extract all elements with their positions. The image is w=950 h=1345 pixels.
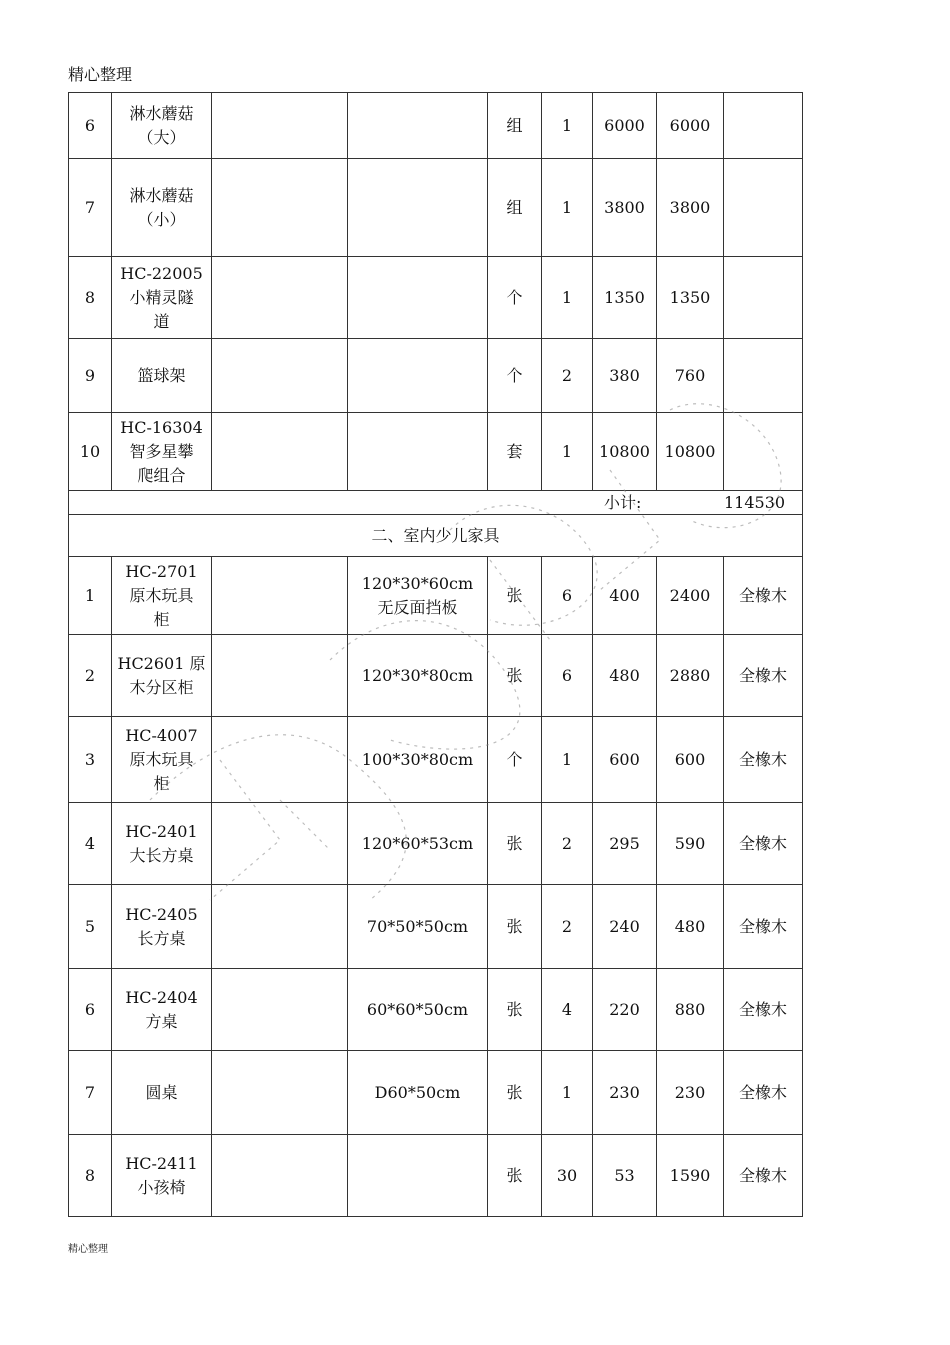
table-row xyxy=(69,257,803,339)
item-qty: 2 xyxy=(542,339,593,413)
item-qty: 1 xyxy=(542,413,593,491)
item-total: 590 xyxy=(657,803,724,885)
item-blank xyxy=(212,803,348,885)
item-material xyxy=(724,257,803,339)
item-blank xyxy=(212,159,348,257)
item-qty: 4 xyxy=(542,969,593,1051)
item-material xyxy=(724,159,803,257)
item-total: 1350 xyxy=(657,257,724,339)
item-total: 760 xyxy=(657,339,724,413)
item-price: 480 xyxy=(593,635,657,717)
item-spec: 70*50*50cm xyxy=(348,885,488,969)
item-unit: 张 xyxy=(488,1135,542,1217)
item-unit: 个 xyxy=(488,339,542,413)
item-price: 400 xyxy=(593,557,657,635)
item-total: 480 xyxy=(657,885,724,969)
page-footer: 精心整理 xyxy=(68,1244,108,1255)
item-total: 230 xyxy=(657,1051,724,1135)
item-number: 1 xyxy=(69,557,112,635)
item-name: HC-2405 长方桌 xyxy=(112,885,212,969)
item-total: 600 xyxy=(657,717,724,803)
item-name: 篮球架 xyxy=(112,339,212,413)
item-unit: 张 xyxy=(488,885,542,969)
item-blank xyxy=(212,339,348,413)
item-qty: 1 xyxy=(542,257,593,339)
item-blank xyxy=(212,557,348,635)
item-spec: 120*30*60cm 无反面挡板 xyxy=(348,557,488,635)
item-name: HC-4007 原木玩具 柜 xyxy=(112,717,212,803)
section-header-row xyxy=(69,515,803,557)
item-number: 6 xyxy=(69,93,112,159)
item-qty: 1 xyxy=(542,93,593,159)
item-material: 全橡木 xyxy=(724,885,803,969)
table-row xyxy=(69,803,803,885)
item-name: HC-2404 方桌 xyxy=(112,969,212,1051)
item-total: 880 xyxy=(657,969,724,1051)
item-price: 1350 xyxy=(593,257,657,339)
item-unit: 张 xyxy=(488,803,542,885)
item-material xyxy=(724,413,803,491)
table-row xyxy=(69,717,803,803)
item-material: 全橡木 xyxy=(724,717,803,803)
item-spec xyxy=(348,257,488,339)
item-total: 1590 xyxy=(657,1135,724,1217)
item-total: 3800 xyxy=(657,159,724,257)
item-spec xyxy=(348,93,488,159)
subtotal-label: 小计: xyxy=(604,492,642,512)
item-blank xyxy=(212,885,348,969)
item-material: 全橡木 xyxy=(724,803,803,885)
item-price: 6000 xyxy=(593,93,657,159)
item-spec xyxy=(348,339,488,413)
item-price: 53 xyxy=(593,1135,657,1217)
table-row xyxy=(69,413,803,491)
item-blank xyxy=(212,413,348,491)
item-number: 9 xyxy=(69,339,112,413)
item-spec xyxy=(348,413,488,491)
table-row xyxy=(69,1051,803,1135)
item-unit: 组 xyxy=(488,159,542,257)
item-number: 7 xyxy=(69,159,112,257)
item-spec xyxy=(348,1135,488,1217)
item-blank xyxy=(212,93,348,159)
item-total: 6000 xyxy=(657,93,724,159)
item-price: 220 xyxy=(593,969,657,1051)
item-total: 2400 xyxy=(657,557,724,635)
subtotal-row xyxy=(69,491,803,515)
item-name: HC-2701 原木玩具 柜 xyxy=(112,557,212,635)
item-number: 8 xyxy=(69,1135,112,1217)
page-header: 精心整理 xyxy=(68,65,133,84)
item-qty: 6 xyxy=(542,557,593,635)
item-number: 4 xyxy=(69,803,112,885)
item-price: 295 xyxy=(593,803,657,885)
item-number: 10 xyxy=(69,413,112,491)
item-number: 3 xyxy=(69,717,112,803)
item-qty: 1 xyxy=(542,1051,593,1135)
item-unit: 张 xyxy=(488,1051,542,1135)
item-name: 圆桌 xyxy=(112,1051,212,1135)
item-price: 230 xyxy=(593,1051,657,1135)
item-spec: 120*30*80cm xyxy=(348,635,488,717)
item-unit: 组 xyxy=(488,93,542,159)
item-qty: 2 xyxy=(542,803,593,885)
item-name: 淋水蘑菇 （小） xyxy=(112,159,212,257)
item-material: 全橡木 xyxy=(724,1051,803,1135)
item-number: 6 xyxy=(69,969,112,1051)
item-qty: 1 xyxy=(542,717,593,803)
item-blank xyxy=(212,1051,348,1135)
item-unit: 套 xyxy=(488,413,542,491)
item-spec: 100*30*80cm xyxy=(348,717,488,803)
item-price: 3800 xyxy=(593,159,657,257)
item-material: 全橡木 xyxy=(724,635,803,717)
item-number: 5 xyxy=(69,885,112,969)
item-total: 10800 xyxy=(657,413,724,491)
table-row xyxy=(69,969,803,1051)
item-total: 2880 xyxy=(657,635,724,717)
item-blank xyxy=(212,1135,348,1217)
table-row xyxy=(69,339,803,413)
item-price: 600 xyxy=(593,717,657,803)
item-unit: 张 xyxy=(488,635,542,717)
item-material xyxy=(724,339,803,413)
item-unit: 张 xyxy=(488,557,542,635)
item-price: 10800 xyxy=(593,413,657,491)
item-unit: 个 xyxy=(488,257,542,339)
table-row xyxy=(69,1135,803,1217)
item-blank xyxy=(212,969,348,1051)
item-number: 7 xyxy=(69,1051,112,1135)
item-blank xyxy=(212,635,348,717)
table-row xyxy=(69,635,803,717)
item-material: 全橡木 xyxy=(724,969,803,1051)
item-name: HC-22005 小精灵隧 道 xyxy=(112,257,212,339)
item-unit: 张 xyxy=(488,969,542,1051)
item-price: 380 xyxy=(593,339,657,413)
item-price: 240 xyxy=(593,885,657,969)
item-qty: 6 xyxy=(542,635,593,717)
item-name: 淋水蘑菇 （大） xyxy=(112,93,212,159)
item-number: 2 xyxy=(69,635,112,717)
quotation-table xyxy=(68,92,803,1217)
table-row xyxy=(69,885,803,969)
item-blank xyxy=(212,717,348,803)
item-name: HC-2401 大长方桌 xyxy=(112,803,212,885)
item-qty: 30 xyxy=(542,1135,593,1217)
item-spec xyxy=(348,159,488,257)
item-unit: 个 xyxy=(488,717,542,803)
item-spec: 120*60*53cm xyxy=(348,803,488,885)
item-qty: 2 xyxy=(542,885,593,969)
item-spec: D60*50cm xyxy=(348,1051,488,1135)
item-name: HC-2411 小孩椅 xyxy=(112,1135,212,1217)
item-spec: 60*60*50cm xyxy=(348,969,488,1051)
section-title: 二、室内少儿家具 xyxy=(69,515,803,557)
item-name: HC-16304 智多星攀 爬组合 xyxy=(112,413,212,491)
item-material: 全橡木 xyxy=(724,1135,803,1217)
item-name: HC2601 原 木分区柜 xyxy=(112,635,212,717)
table-row xyxy=(69,557,803,635)
item-qty: 1 xyxy=(542,159,593,257)
item-blank xyxy=(212,257,348,339)
subtotal-value: 114530 xyxy=(724,492,786,512)
item-number: 8 xyxy=(69,257,112,339)
table-row xyxy=(69,159,803,257)
table-row xyxy=(69,93,803,159)
item-material: 全橡木 xyxy=(724,557,803,635)
item-material xyxy=(724,93,803,159)
